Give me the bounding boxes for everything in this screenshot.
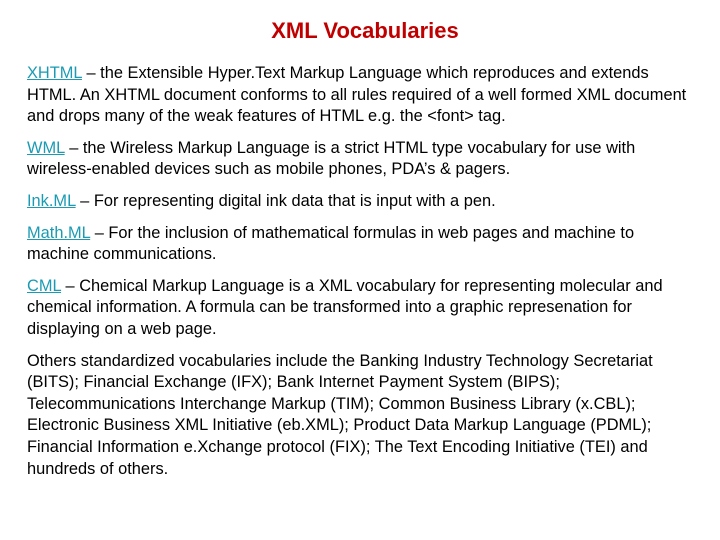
description-inkml: – For representing digital ink data that is input with a pen. — [75, 191, 496, 210]
vocabulary-item-cml — [27, 276, 699, 341]
link-mathml[interactable]: Math.ML — [27, 223, 91, 242]
link-xhtml[interactable]: XHTML — [27, 64, 82, 82]
vocabulary-item-mathml — [27, 223, 699, 266]
vocabulary-item-inkml — [27, 191, 699, 213]
link-cml[interactable]: CML — [27, 276, 61, 295]
closing-paragraph: Others standardized vocabularies include the Banking Industry Technology Secretariat (BITS); Financial Exchange (IFX); Bank Internet Payment System (BIPS); Telecommunications Interchange Markup (TIM); Common Business Library (x.CBL); Electronic Business XML Initiative (eb.XML); Product Data Markup Language (PDML); Financial Information e.Xchange protocol (FIX); The Text Encoding Initiative (TEI) and hundreds of others. — [27, 351, 653, 478]
description-cml: – Chemical Markup Language is a XML vocabulary for representing molecular and chemical information. A formula can be transformed into a graphic represenation for displaying on a web page. — [27, 276, 663, 338]
description-wml: – the Wireless Markup Language is a strict HTML type vocabulary for use with wireless-enabled devices such as mobile phones, PDA’s & pagers. — [27, 138, 636, 179]
vocabulary-item-xhtml — [27, 63, 699, 128]
slide-title: XML Vocabularies — [271, 18, 459, 43]
vocabulary-item-wml — [27, 138, 699, 181]
description-mathml: – For the inclusion of mathematical formulas in web pages and machine to machine communications. — [27, 223, 635, 264]
link-wml[interactable]: WML — [27, 138, 65, 157]
slide-body — [27, 63, 699, 480]
link-inkml[interactable]: Ink.ML — [27, 191, 76, 210]
description-xhtml: – the Extensible Hyper.Text Markup Language which reproduces and extends HTML. An XHTML document conforms to all rules required of a well formed XML document and drops many of the weak features of HTML e.g. the <font> tag. — [27, 64, 687, 126]
